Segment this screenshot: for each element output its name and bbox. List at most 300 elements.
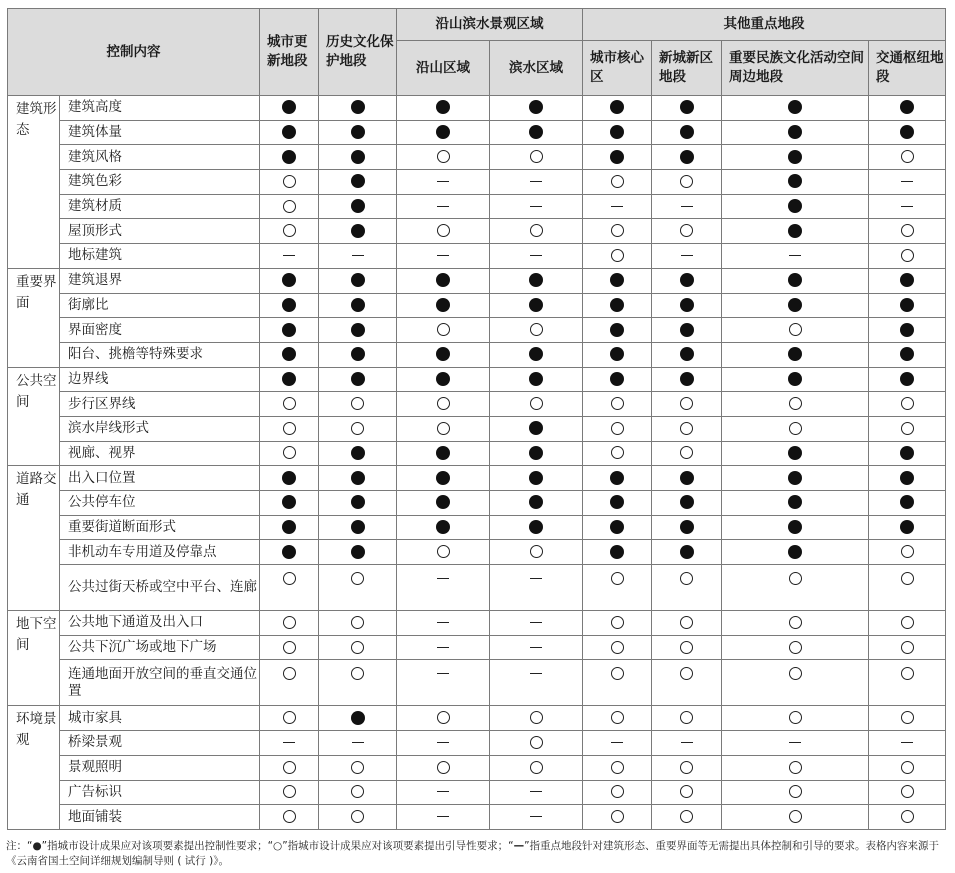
- footnote-dot-symbol: ●: [32, 840, 42, 852]
- none-dash-icon: [789, 255, 801, 256]
- symbol-cell: [869, 660, 946, 706]
- header-control: 控制内容: [8, 9, 260, 96]
- guide-ring-icon: [680, 711, 693, 724]
- symbol-cell: [490, 219, 583, 244]
- guide-ring-icon: [283, 224, 296, 237]
- symbol-cell: [652, 145, 722, 170]
- control-dot-icon: [610, 125, 624, 139]
- symbol-cell: [397, 244, 490, 269]
- header-core: 城市核心区: [583, 41, 652, 96]
- symbol-cell: [869, 805, 946, 830]
- none-dash-icon: [681, 742, 693, 743]
- symbol-cell: [869, 515, 946, 540]
- control-table: [7, 8, 946, 830]
- symbol-cell: [869, 392, 946, 417]
- control-dot-icon: [351, 199, 365, 213]
- control-dot-icon: [351, 174, 365, 188]
- control-dot-icon: [900, 323, 914, 337]
- symbol-cell: [260, 96, 319, 121]
- control-dot-icon: [788, 471, 802, 485]
- item-cell: 阳台、挑檐等特殊要求: [60, 342, 260, 367]
- item-cell: 景观照明: [60, 755, 260, 780]
- none-dash-icon: [530, 181, 542, 182]
- footnote-dash-symbol: —: [513, 840, 525, 852]
- symbol-cell: [583, 268, 652, 293]
- table-row: [8, 268, 946, 293]
- guide-ring-icon: [283, 175, 296, 188]
- symbol-cell: [397, 491, 490, 516]
- none-dash-icon: [530, 578, 542, 579]
- symbol-cell: [722, 780, 869, 805]
- control-dot-icon: [351, 347, 365, 361]
- symbol-cell: [397, 805, 490, 830]
- guide-ring-icon: [351, 422, 364, 435]
- symbol-cell: [869, 194, 946, 219]
- control-dot-icon: [351, 100, 365, 114]
- symbol-cell: [869, 170, 946, 195]
- control-dot-icon: [680, 520, 694, 534]
- control-dot-icon: [900, 347, 914, 361]
- item-cell: 连通地面开放空间的垂直交通位置: [60, 660, 260, 706]
- guide-ring-icon: [283, 422, 296, 435]
- none-dash-icon: [530, 816, 542, 817]
- control-dot-icon: [788, 125, 802, 139]
- symbol-cell: [319, 145, 397, 170]
- guide-ring-icon: [530, 150, 543, 163]
- none-dash-icon: [681, 255, 693, 256]
- symbol-cell: [583, 805, 652, 830]
- symbol-cell: [397, 565, 490, 611]
- symbol-cell: [583, 170, 652, 195]
- control-dot-icon: [900, 471, 914, 485]
- symbol-cell: [319, 515, 397, 540]
- guide-ring-icon: [437, 545, 450, 558]
- symbol-cell: [260, 318, 319, 343]
- table-row: [8, 244, 946, 269]
- header-mountain: 沿山区域: [397, 41, 490, 96]
- control-dot-icon: [610, 298, 624, 312]
- symbol-cell: [397, 611, 490, 636]
- footnote-ring-symbol: ○: [273, 840, 283, 852]
- symbol-cell: [583, 416, 652, 441]
- none-dash-icon: [437, 647, 449, 648]
- table-row: [8, 120, 946, 145]
- guide-ring-icon: [283, 397, 296, 410]
- guide-ring-icon: [437, 150, 450, 163]
- guide-ring-icon: [789, 810, 802, 823]
- symbol-cell: [722, 755, 869, 780]
- symbol-cell: [260, 416, 319, 441]
- symbol-cell: [652, 392, 722, 417]
- control-dot-icon: [529, 347, 543, 361]
- guide-ring-icon: [283, 667, 296, 680]
- symbol-cell: [722, 706, 869, 731]
- item-cell: 桥梁景观: [60, 731, 260, 756]
- symbol-cell: [652, 780, 722, 805]
- guide-ring-icon: [437, 422, 450, 435]
- guide-ring-icon: [901, 150, 914, 163]
- symbol-cell: [722, 565, 869, 611]
- symbol-cell: [397, 145, 490, 170]
- symbol-cell: [869, 731, 946, 756]
- symbol-cell: [319, 635, 397, 660]
- table-row: [8, 515, 946, 540]
- symbol-cell: [397, 170, 490, 195]
- table-row: [8, 635, 946, 660]
- item-cell: 建筑材质: [60, 194, 260, 219]
- item-cell: 边界线: [60, 367, 260, 392]
- guide-ring-icon: [437, 323, 450, 336]
- symbol-cell: [490, 611, 583, 636]
- control-dot-icon: [610, 347, 624, 361]
- symbol-cell: [722, 611, 869, 636]
- symbol-cell: [583, 660, 652, 706]
- symbol-cell: [490, 706, 583, 731]
- symbol-cell: [869, 491, 946, 516]
- guide-ring-icon: [789, 667, 802, 680]
- symbol-cell: [319, 120, 397, 145]
- symbol-cell: [397, 194, 490, 219]
- symbol-cell: [319, 540, 397, 565]
- control-dot-icon: [788, 298, 802, 312]
- table-row: [8, 611, 946, 636]
- item-cell: 建筑高度: [60, 96, 260, 121]
- guide-ring-icon: [611, 711, 624, 724]
- symbol-cell: [319, 318, 397, 343]
- symbol-cell: [490, 660, 583, 706]
- guide-ring-icon: [680, 761, 693, 774]
- symbol-cell: [490, 244, 583, 269]
- symbol-cell: [319, 194, 397, 219]
- control-dot-icon: [529, 273, 543, 287]
- symbol-cell: [583, 194, 652, 219]
- symbol-cell: [583, 318, 652, 343]
- guide-ring-icon: [789, 641, 802, 654]
- table-body: [8, 96, 946, 830]
- guide-ring-icon: [611, 616, 624, 629]
- symbol-cell: [397, 780, 490, 805]
- guide-ring-icon: [901, 224, 914, 237]
- symbol-cell: [722, 367, 869, 392]
- guide-ring-icon: [611, 785, 624, 798]
- symbol-cell: [869, 367, 946, 392]
- guide-ring-icon: [611, 397, 624, 410]
- control-dot-icon: [529, 446, 543, 460]
- symbol-cell: [583, 731, 652, 756]
- guide-ring-icon: [283, 446, 296, 459]
- symbol-cell: [652, 491, 722, 516]
- symbol-cell: [260, 145, 319, 170]
- control-dot-icon: [436, 471, 450, 485]
- symbol-cell: [583, 120, 652, 145]
- symbol-cell: [652, 660, 722, 706]
- symbol-cell: [260, 268, 319, 293]
- guide-ring-icon: [530, 323, 543, 336]
- control-dot-icon: [436, 100, 450, 114]
- symbol-cell: [583, 635, 652, 660]
- symbol-cell: [490, 565, 583, 611]
- control-dot-icon: [282, 125, 296, 139]
- none-dash-icon: [352, 742, 364, 743]
- symbol-cell: [652, 805, 722, 830]
- header-city-renewal: 城市更新地段: [260, 9, 319, 96]
- symbol-cell: [319, 491, 397, 516]
- guide-ring-icon: [351, 761, 364, 774]
- control-dot-icon: [282, 323, 296, 337]
- symbol-cell: [319, 96, 397, 121]
- symbol-cell: [583, 611, 652, 636]
- item-cell: 公共停车位: [60, 491, 260, 516]
- control-dot-icon: [436, 347, 450, 361]
- symbol-cell: [583, 706, 652, 731]
- symbol-cell: [397, 219, 490, 244]
- symbol-cell: [490, 318, 583, 343]
- symbol-cell: [869, 416, 946, 441]
- symbol-cell: [722, 244, 869, 269]
- symbol-cell: [869, 565, 946, 611]
- guide-ring-icon: [530, 224, 543, 237]
- symbol-cell: [722, 392, 869, 417]
- symbol-cell: [490, 194, 583, 219]
- control-dot-icon: [282, 471, 296, 485]
- symbol-cell: [260, 780, 319, 805]
- symbol-cell: [652, 755, 722, 780]
- symbol-cell: [397, 416, 490, 441]
- guide-ring-icon: [680, 422, 693, 435]
- item-cell: 重要街道断面形式: [60, 515, 260, 540]
- control-dot-icon: [900, 446, 914, 460]
- control-dot-icon: [680, 150, 694, 164]
- control-dot-icon: [900, 372, 914, 386]
- symbol-cell: [652, 342, 722, 367]
- symbol-cell: [869, 318, 946, 343]
- guide-ring-icon: [283, 810, 296, 823]
- guide-ring-icon: [283, 761, 296, 774]
- symbol-cell: [869, 611, 946, 636]
- table-row: [8, 755, 946, 780]
- table-row: [8, 392, 946, 417]
- none-dash-icon: [530, 255, 542, 256]
- guide-ring-icon: [611, 224, 624, 237]
- symbol-cell: [583, 96, 652, 121]
- symbol-cell: [869, 244, 946, 269]
- control-dot-icon: [436, 446, 450, 460]
- symbol-cell: [583, 441, 652, 466]
- none-dash-icon: [901, 181, 913, 182]
- symbol-cell: [397, 540, 490, 565]
- none-dash-icon: [283, 742, 295, 743]
- control-dot-icon: [436, 372, 450, 386]
- guide-ring-icon: [789, 785, 802, 798]
- control-dot-icon: [351, 150, 365, 164]
- guide-ring-icon: [283, 572, 296, 585]
- symbol-cell: [397, 120, 490, 145]
- symbol-cell: [319, 416, 397, 441]
- item-cell: 出入口位置: [60, 466, 260, 491]
- control-dot-icon: [436, 273, 450, 287]
- control-dot-icon: [680, 495, 694, 509]
- control-dot-icon: [351, 471, 365, 485]
- table-row: [8, 780, 946, 805]
- control-dot-icon: [282, 273, 296, 287]
- symbol-cell: [722, 268, 869, 293]
- guide-ring-icon: [611, 422, 624, 435]
- guide-ring-icon: [680, 446, 693, 459]
- table-row: [8, 540, 946, 565]
- symbol-cell: [722, 194, 869, 219]
- item-cell: 城市家具: [60, 706, 260, 731]
- symbol-cell: [722, 219, 869, 244]
- symbol-cell: [490, 755, 583, 780]
- guide-ring-icon: [351, 667, 364, 680]
- symbol-cell: [722, 120, 869, 145]
- symbol-cell: [397, 342, 490, 367]
- guide-ring-icon: [789, 397, 802, 410]
- control-dot-icon: [351, 372, 365, 386]
- table-row: [8, 293, 946, 318]
- guide-ring-icon: [789, 711, 802, 724]
- table-row: [8, 219, 946, 244]
- control-dot-icon: [680, 471, 694, 485]
- header-ethnic: 重要民族文化活动空间周边地段: [722, 41, 869, 96]
- symbol-cell: [397, 755, 490, 780]
- symbol-cell: [490, 466, 583, 491]
- control-dot-icon: [529, 471, 543, 485]
- table-row: [8, 731, 946, 756]
- control-dot-icon: [610, 372, 624, 386]
- control-dot-icon: [788, 495, 802, 509]
- guide-ring-icon: [611, 761, 624, 774]
- item-cell: 地面铺装: [60, 805, 260, 830]
- control-dot-icon: [351, 446, 365, 460]
- symbol-cell: [319, 441, 397, 466]
- control-dot-icon: [900, 273, 914, 287]
- guide-ring-icon: [351, 810, 364, 823]
- symbol-cell: [490, 515, 583, 540]
- table-row: [8, 342, 946, 367]
- header-mountain-water: 沿山滨水景观区域: [397, 9, 583, 41]
- symbol-cell: [490, 120, 583, 145]
- item-cell: 建筑退界: [60, 268, 260, 293]
- control-dot-icon: [788, 372, 802, 386]
- control-dot-icon: [788, 446, 802, 460]
- symbol-cell: [652, 540, 722, 565]
- symbol-cell: [490, 342, 583, 367]
- symbol-cell: [869, 441, 946, 466]
- symbol-cell: [869, 268, 946, 293]
- none-dash-icon: [437, 791, 449, 792]
- control-dot-icon: [788, 545, 802, 559]
- none-dash-icon: [352, 255, 364, 256]
- guide-ring-icon: [901, 711, 914, 724]
- control-dot-icon: [610, 150, 624, 164]
- symbol-cell: [583, 342, 652, 367]
- symbol-cell: [397, 515, 490, 540]
- symbol-cell: [319, 565, 397, 611]
- none-dash-icon: [901, 206, 913, 207]
- symbol-cell: [869, 635, 946, 660]
- guide-ring-icon: [901, 667, 914, 680]
- symbol-cell: [319, 293, 397, 318]
- control-dot-icon: [680, 273, 694, 287]
- none-dash-icon: [437, 673, 449, 674]
- symbol-cell: [397, 392, 490, 417]
- symbol-cell: [652, 293, 722, 318]
- guide-ring-icon: [680, 572, 693, 585]
- symbol-cell: [490, 145, 583, 170]
- control-dot-icon: [900, 100, 914, 114]
- symbol-cell: [260, 755, 319, 780]
- guide-ring-icon: [901, 249, 914, 262]
- guide-ring-icon: [789, 761, 802, 774]
- control-dot-icon: [788, 150, 802, 164]
- table-row: [8, 565, 946, 611]
- symbol-cell: [260, 540, 319, 565]
- control-dot-icon: [680, 347, 694, 361]
- symbol-cell: [260, 731, 319, 756]
- control-dot-icon: [680, 323, 694, 337]
- symbol-cell: [652, 367, 722, 392]
- guide-ring-icon: [680, 224, 693, 237]
- table-row: [8, 466, 946, 491]
- symbol-cell: [490, 635, 583, 660]
- guide-ring-icon: [901, 641, 914, 654]
- symbol-cell: [722, 145, 869, 170]
- symbol-cell: [869, 219, 946, 244]
- guide-ring-icon: [680, 667, 693, 680]
- guide-ring-icon: [351, 641, 364, 654]
- control-dot-icon: [900, 495, 914, 509]
- table-row: [8, 96, 946, 121]
- symbol-cell: [490, 367, 583, 392]
- guide-ring-icon: [283, 616, 296, 629]
- guide-ring-icon: [530, 761, 543, 774]
- symbol-cell: [583, 780, 652, 805]
- control-dot-icon: [529, 100, 543, 114]
- none-dash-icon: [283, 255, 295, 256]
- control-dot-icon: [436, 495, 450, 509]
- control-dot-icon: [788, 347, 802, 361]
- guide-ring-icon: [901, 785, 914, 798]
- symbol-cell: [260, 194, 319, 219]
- control-dot-icon: [788, 100, 802, 114]
- guide-ring-icon: [530, 736, 543, 749]
- symbol-cell: [652, 268, 722, 293]
- symbol-cell: [652, 611, 722, 636]
- header-heritage: 历史文化保护地段: [319, 9, 397, 96]
- table-header: [8, 9, 946, 96]
- symbol-cell: [652, 565, 722, 611]
- symbol-cell: [260, 441, 319, 466]
- none-dash-icon: [437, 742, 449, 743]
- symbol-cell: [652, 706, 722, 731]
- symbol-cell: [490, 268, 583, 293]
- guide-ring-icon: [680, 616, 693, 629]
- control-dot-icon: [351, 520, 365, 534]
- guide-ring-icon: [611, 572, 624, 585]
- guide-ring-icon: [437, 397, 450, 410]
- guide-ring-icon: [611, 249, 624, 262]
- symbol-cell: [260, 706, 319, 731]
- control-dot-icon: [610, 471, 624, 485]
- symbol-cell: [652, 635, 722, 660]
- symbol-cell: [652, 170, 722, 195]
- item-cell: 公共地下通道及出入口: [60, 611, 260, 636]
- control-dot-icon: [529, 520, 543, 534]
- guide-ring-icon: [437, 224, 450, 237]
- table-row: [8, 441, 946, 466]
- item-cell: 滨水岸线形式: [60, 416, 260, 441]
